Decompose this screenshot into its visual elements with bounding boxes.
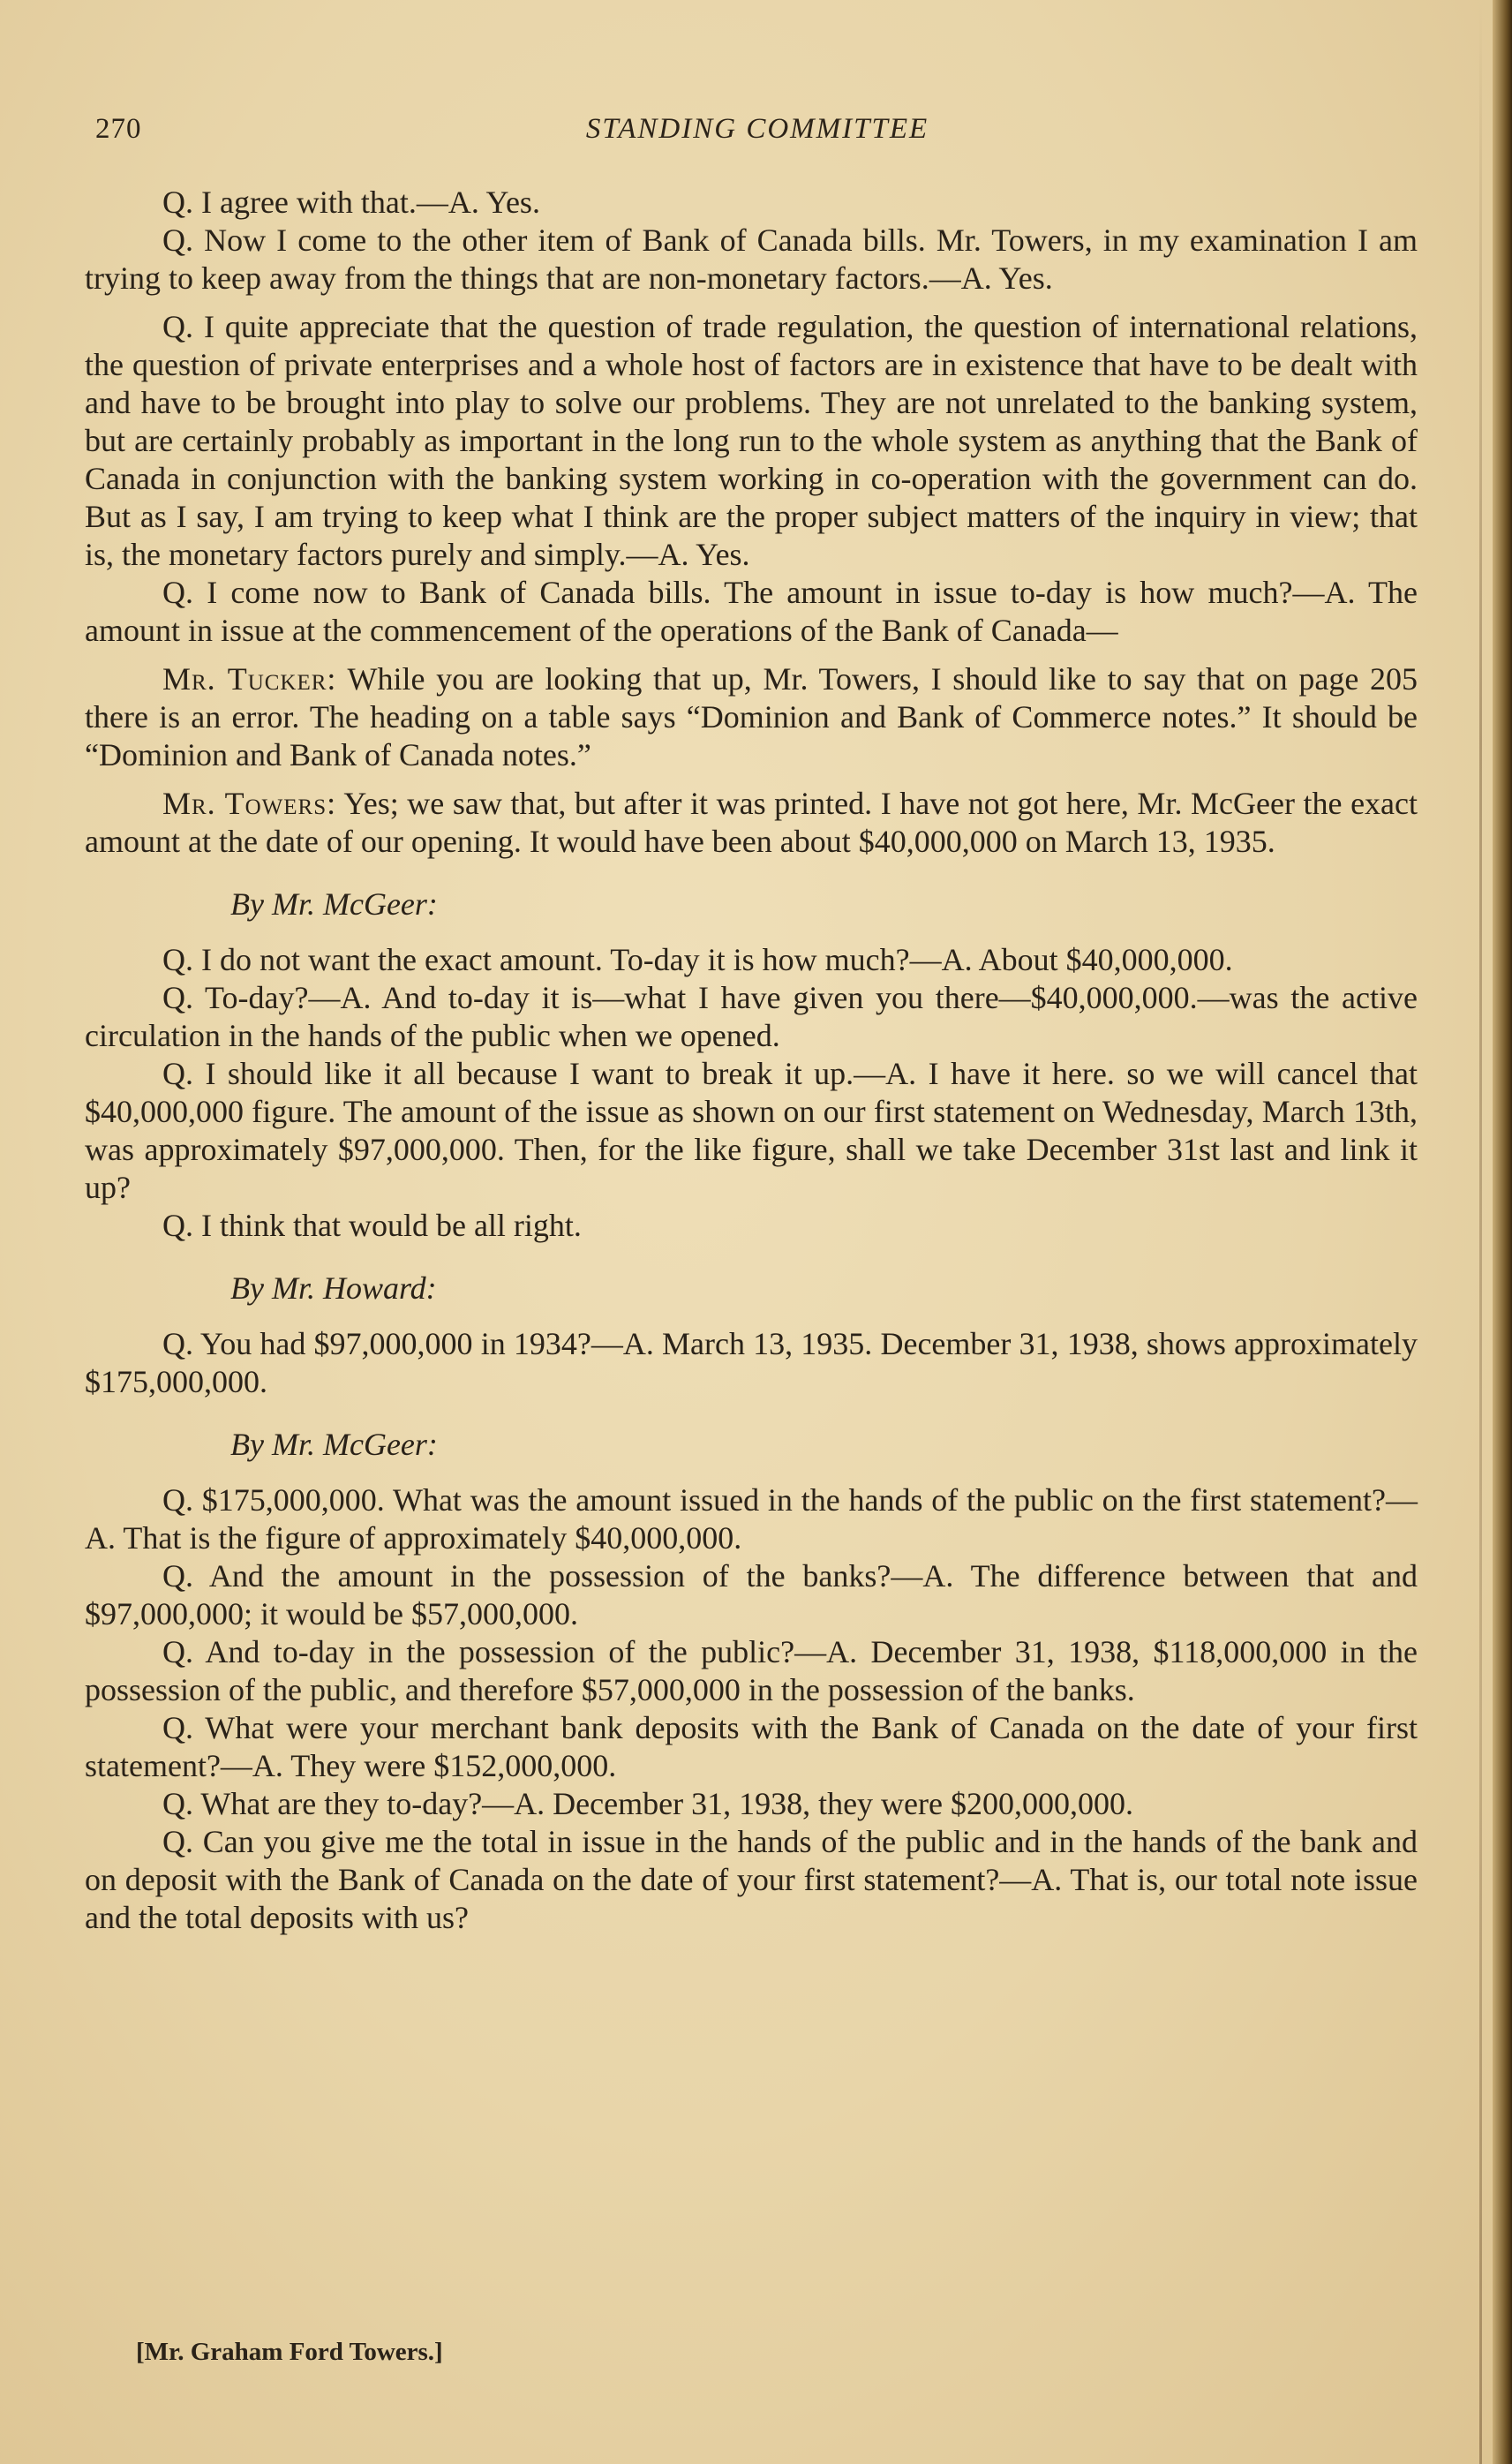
paragraph: Q. I should like it all because I want to break it up.—A. I have it here. so we will cancel that $40,000,000 figure. The amount of the issue as shown on our first statement on Wednesday, March 13th, was approximately $97,000,000. Then, for the like figure, shall we take December 31st last and link it up? xyxy=(85,1056,1418,1205)
paragraph: Q. Now I come to the other item of Bank of Canada bills. Mr. Towers, in my examination I am trying to keep away from the things that are non-monetary factors.—A. Yes. xyxy=(85,222,1418,296)
speaker-name: Mr. Tucker: xyxy=(162,661,337,697)
paragraph: Q. I agree with that.—A. Yes. xyxy=(162,185,540,220)
paragraph: Q. $175,000,000. What was the amount issued in the hands of the public on the first statement?—A. That is the figure of approximately $40,000,000. xyxy=(85,1482,1418,1556)
paragraph: Q. To-day?—A. And to-day it is—what I have given you there—$40,000,000.—was the active circulation in the hands of the public when we opened. xyxy=(85,980,1418,1053)
page-curl-shadow xyxy=(1479,0,1482,2464)
book-spine xyxy=(1493,0,1512,2464)
page-number: 270 xyxy=(95,113,142,145)
speaker-paragraph xyxy=(85,660,1418,774)
speaker-text: While you are looking that up, Mr. Towers, I should like to say that on page 205 there is an error. The heading on a table says “Dominion and Bank of Commerce notes.” It should be “Dominion and Bank of Canada notes.” xyxy=(85,661,1418,772)
running-head: STANDING COMMITTEE xyxy=(585,113,929,145)
paragraph: Q. I come now to Bank of Canada bills. The amount in issue to-day is how much?—A. The amount in issue at the commencement of the operations of the Bank of Canada— xyxy=(85,575,1418,648)
speaker-paragraph xyxy=(85,785,1418,861)
speaker-name: Mr. Towers: xyxy=(162,786,337,821)
paragraph: Q. Can you give me the total in issue in the hands of the public and in the hands of the bank and on deposit with the Bank of Canada on the date of your first statement?—A. That is, our total note issue and the total deposits with us? xyxy=(85,1824,1418,1935)
paragraph: Q. What are they to-day?—A. December 31, 1938, they were $200,000,000. xyxy=(162,1786,1134,1821)
speaker-text: Yes; we saw that, but after it was printed. I have not got here, Mr. McGeer the exact amount at the date of our opening. It would have been about $40,000,000 on March 13, 1935. xyxy=(85,786,1418,859)
paragraph: Q. You had $97,000,000 in 1934?—A. March 13, 1935. December 31, 1938, shows approximately $175,000,000. xyxy=(85,1326,1418,1399)
paragraph: Q. And the amount in the possession of the banks?—A. The difference between that and $97,000,000; it would be $57,000,000. xyxy=(85,1558,1418,1631)
page-body xyxy=(85,184,1418,1937)
paragraph: Q. I think that would be all right. xyxy=(162,1208,582,1243)
examiner-byline: By Mr. McGeer: xyxy=(230,1427,438,1462)
examiner-byline: By Mr. McGeer: xyxy=(230,886,438,922)
examiner-byline: By Mr. Howard: xyxy=(230,1270,437,1306)
witness-footer: [Mr. Graham Ford Towers.] xyxy=(136,2338,443,2366)
paragraph: Q. What were your merchant bank deposits with the Bank of Canada on the date of your first statement?—A. They were $152,000,000. xyxy=(85,1710,1418,1783)
paragraph: Q. I quite appreciate that the question of trade regulation, the question of international relations, the question of private enterprises and a whole host of factors are in existence that have to be dealt with and have to be brought into play to solve our problems. They are not unrelated to the banking system, but are certainly probably as important in the long run to the whole system as anything that the Bank of Canada in conjunction with the banking system working in co-operation with the government can do. But as I say, I am trying to keep what I think are the proper subject matters of the inquiry in view; that is, the monetary factors purely and simply.—A. Yes. xyxy=(85,309,1418,572)
paragraph: Q. And to-day in the possession of the public?—A. December 31, 1938, $118,000,000 in the possession of the public, and therefore $57,000,000 in the possession of the banks. xyxy=(85,1634,1418,1707)
paragraph: Q. I do not want the exact amount. To-day it is how much?—A. About $40,000,000. xyxy=(162,942,1233,977)
page-header xyxy=(95,113,1419,157)
